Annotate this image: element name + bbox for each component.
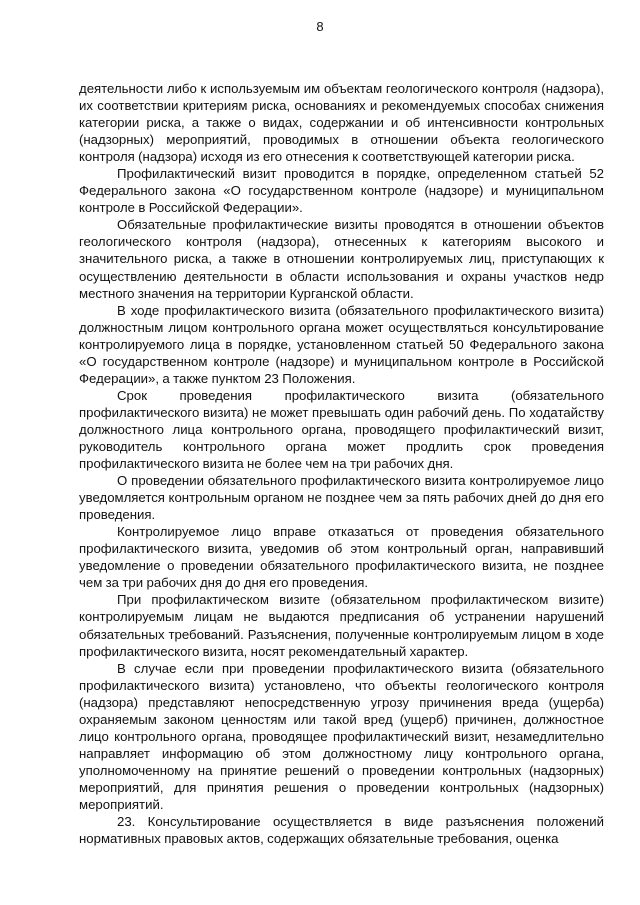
paragraph: Срок проведения профилактического визита (обязательного профилактического визита) не может превышать один рабочий день. По ходатайству должностного лица контрольного органа, проводящего профилактический визит, руководитель контрольного органа может продлить срок проведения профилактического визита не более чем на три рабочих дня. (79, 387, 604, 472)
paragraph-continuation: деятельности либо к используемым им объектам геологического контроля (надзора), их соответствии критериям риска, основаниях и рекомендуемых способах снижения категории риска, а также о видах, содержании и об интенсивности контрольных (надзорных) мероприятий, проводимых в отношении объекта геологического контроля (надзора) исходя из его отнесения к соответствующей категории риска. (79, 81, 604, 165)
paragraph: 23. Консультирование осуществляется в виде разъяснения положений нормативных правовых актов, содержащих обязательные требования, оценка (79, 814, 604, 847)
page-number: 8 (316, 19, 324, 34)
paragraph: При профилактическом визите (обязательном профилактическом визите) контролируемым лицам не выдаются предписания об устранении нарушений обязательных требований. Разъяснения, полученные контролируемым лицом в ходе профилактического визита, носят рекомендательный характер. (79, 592, 604, 659)
paragraph: Обязательные профилактические визиты проводятся в отношении объектов геологического контроля (надзора), отнесенных к категориям высокого и значительного риска, а также в отношении контролируемых лиц, приступающих к осуществлению деятельности в области использования и охраны участков недр местного значения на территории Курганской области. (79, 217, 604, 301)
paragraph: О проведении обязательного профилактического визита контролируемое лицо уведомляется контрольным органом не позднее чем за пять рабочих дней до дня его проведения. (79, 473, 604, 523)
paragraph: Профилактический визит проводится в порядке, определенном статьей 52 Федерального закона «О государственном контроле (надзоре) и муниципальном контроле в Российской Федерации». (79, 166, 604, 216)
paragraph: В ходе профилактического визита (обязательного профилактического визита) должностным лицом контрольного органа может осуществляться консультирование контролируемого лица в порядке, установленном статьей 50 Федерального закона «О государственном контроле (надзоре) и муниципальном контроле в Российской Федерации», а также пунктом 23 Положения. (79, 302, 604, 386)
paragraph: В случае если при проведении профилактического визита (обязательного профилактического визита) установлено, что объекты геологического контроля (надзора) представляют непосредственную угрозу причинения вреда (ущерба) охраняемым законом ценностям или такой вред (ущерб) причинен, должностное лицо контрольного органа, проводящее профилактический визит, незамедлительно направляет информацию об этом должностному лицу контрольного органа, уполномоченному на принятие решений о проведении контрольных (надзорных) мероприятий, для принятия решения о проведении контрольных (надзорных) мероприятий. (79, 660, 604, 812)
paragraph: Контролируемое лицо вправе отказаться от проведения обязательного профилактического визита, уведомив об этом контрольный орган, направивший уведомление о проведении обязательного профилактического визита, не позднее чем за три рабочих дня до дня его проведения. (79, 524, 604, 591)
document-body (79, 80, 604, 847)
